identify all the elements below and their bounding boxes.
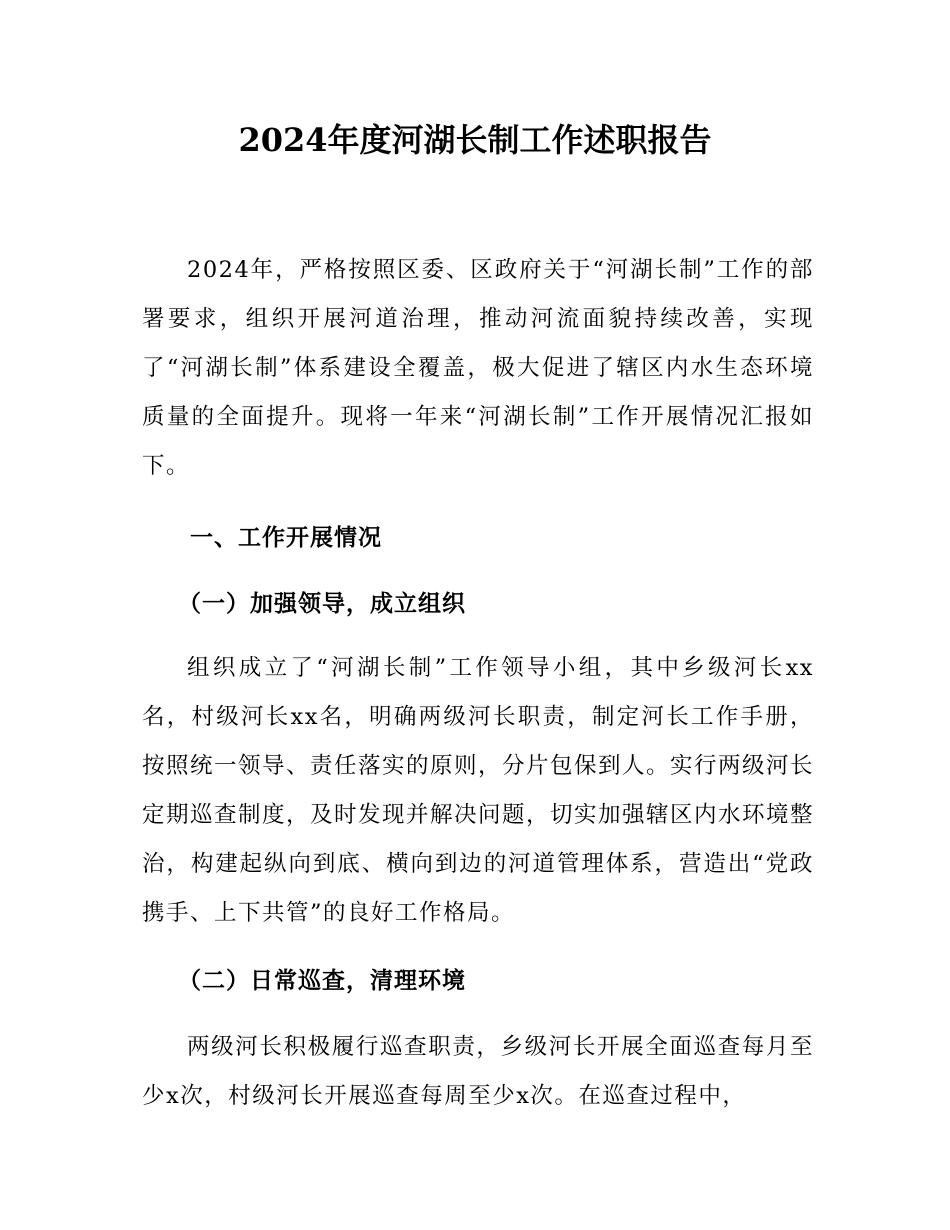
- subheading-patrol: （二）日常巡查，清理环境: [178, 968, 466, 994]
- subheading-leadership: （一）加强领导，成立组织: [178, 591, 466, 617]
- document-title: 2024年度河湖长制工作述职报告: [238, 121, 712, 159]
- section-heading: 一、工作开展情况: [190, 525, 382, 551]
- intro-paragraph: 2024年，严格按照区委、区政府关于“河湖长制”工作的部署要求，组织开展河道治理，推动河流面貌持续改善，实现了“河湖长制”体系建设全覆盖，极大促进了辖区内水生态环境质量的全面提升。现将一年来“河湖长制”工作开展情况汇报如下。: [142, 257, 814, 479]
- paragraph-leadership: 组织成立了“河湖长制”工作领导小组，其中乡级河长xx名，村级河长xx名，明确两级河长职责，制定河长工作手册，按照统一领导、责任落实的原则，分片包保到人。实行两级河长定期巡查制度，及时发现并解决问题，切实加强辖区内水环境整治，构建起纵向到底、横向到边的河道管理体系，营造出“党政携手、上下共管”的良好工作格局。: [142, 655, 815, 926]
- paragraph-patrol: 两级河长积极履行巡查职责，乡级河长开展全面巡查每月至少x次，村级河长开展巡查每周至少x次。在巡查过程中，: [142, 1034, 814, 1109]
